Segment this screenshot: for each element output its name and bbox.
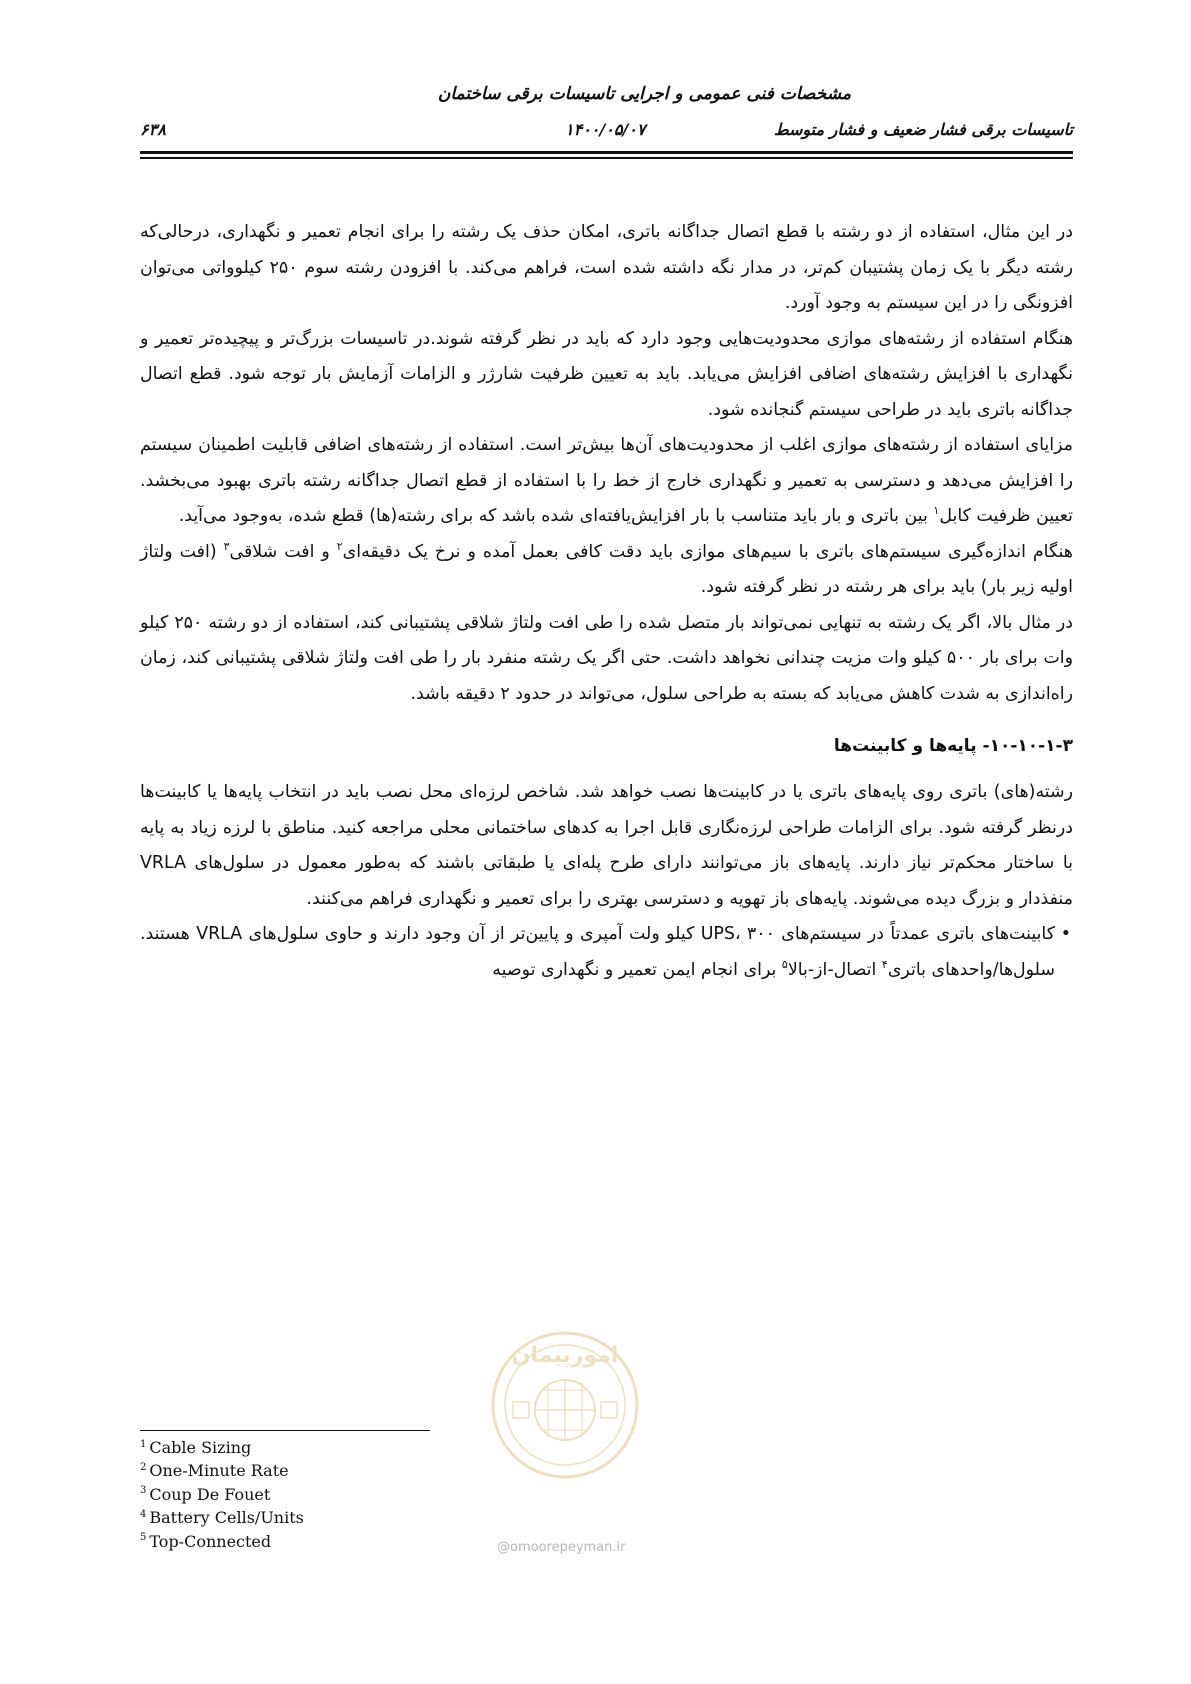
footnote-ref: ۳ xyxy=(223,539,230,553)
body-text xyxy=(140,215,1073,988)
footnote-separator xyxy=(140,1430,430,1431)
watermark-url: @omoorepeyman.ir xyxy=(497,1540,626,1555)
footnote: $^5$ Top-Connected xyxy=(140,1531,272,1551)
footnote: $^1$ Cable Sizing xyxy=(140,1438,252,1457)
paragraph: مزایای استفاده از رشته‌های موازی اغلب از محدودیت‌های آن‌ها بیش‌تر است. استفاده از رشته‌های اضافی قابلیت اطمینان سیستم را افزایش می‌دهد و دسترسی به تعمیر و نگهداری خارج از خط را با استفاده از قطع اتصال جداگانه رشته باتری بهبود می‌بخشد. تعیین ظرفیت کابل$^۱$ بین باتری و بار باید متناسب با بار افزایش‌یافته‌ای شده باشد که برای رشته(ها) قطع شده، به‌وجود می‌آید. xyxy=(140,435,1073,526)
footnotes xyxy=(140,1436,304,1553)
footnote-ref: ۴ xyxy=(881,957,888,971)
page-number: ۶۳۸ xyxy=(140,120,166,139)
paragraph: رشته(های) باتری روی پایه‌های باتری یا در کابینت‌ها نصب خواهد شد. شاخص لرزه‌ای محل نصب باید در انتخاب پایه‌ها یا کابینت‌ها درنظر گرفته شود. برای الزامات طراحی لرزه‌نگاری قابل اجرا به کدهای ساختمانی محلی مراجعه کنید. مناطق با لرزه زیاد به پایه با ساختار محکم‌تر نیاز دارند. پایه‌های باز می‌توانند دارای طرح پله‌ای یا طبقاتی باشند که به‌طور معمول در سلول‌های VRLA منفذدار و بزرگ دیده می‌شوند. پایه‌های باز تهویه و دسترسی بهتری را برای تعمیر و نگهداری فراهم می‌کنند. xyxy=(140,782,1073,909)
seal-icon xyxy=(485,1310,645,1490)
watermark-logo-text: امورپیمان xyxy=(511,1343,619,1368)
section-heading: ۱۰-۱۰-۱-۳- پایه‌ها و کابینت‌ها xyxy=(833,736,1073,756)
document-title: مشخصات فنی عمومی و اجرایی تاسیسات برقی ساختمان xyxy=(437,84,851,104)
footnote-ref: ۵ xyxy=(781,957,788,971)
bullet-list xyxy=(140,917,1073,988)
watermark-logo xyxy=(485,1310,645,1490)
page-header xyxy=(140,120,1073,146)
paragraph: در این مثال، استفاده از دو رشته با قطع اتصال جداگانه باتری، امکان حذف یک رشته را برای انجام تعمیر و نگهداری، درحالی‌که رشته دیگر با یک زمان پشتیبان کم‌تر، در مدار نگه داشته شده است، فراهم می‌کند. با افزودن رشته سوم ۲۵۰ کیلوواتی می‌توان افزونگی را در این سیستم به وجود آورد. xyxy=(140,222,1073,313)
footnote: $^2$ One-Minute Rate xyxy=(140,1461,289,1481)
header-rule-thick xyxy=(140,151,1073,154)
document-subtitle: تاسیسات برقی فشار ضعیف و فشار متوسط xyxy=(773,120,1073,139)
paragraph: هنگام اندازه‌گیری سیستم‌های باتری با سیم‌های موازی باید دقت کافی بعمل آمده و نرخ یک دقیقه‌ای$^۲$ و افت شلاقی$^۳$ (افت ولتاژ اولیه زیر بار) باید برای هر رشته در نظر گرفته شود. xyxy=(140,539,1073,597)
footnote: $^3$ Coup De Fouet xyxy=(140,1484,271,1504)
footnote-ref: ۲ xyxy=(336,539,343,553)
list-item: • کابینت‌های باتری عمدتاً در سیستم‌های UPS، ۳۰۰ کیلو ولت آمپری و پایین‌تر از آن وجود دارند و حاوی سلول‌های VRLA هستند. سلول‌ها/واحدهای باتری$^۴$ اتصال-از-بالا$^۵$ برای انجام ایمن تعمیر و نگهداری توصیه xyxy=(140,917,1055,988)
header-rule-thin xyxy=(140,157,1073,159)
footnote: $^4$ Battery Cells/Units xyxy=(140,1508,304,1528)
paragraph: در مثال بالا، اگر یک رشته به تنهایی نمی‌تواند بار متصل شده را طی افت ولتاژ شلاقی پشتیبانی کند، استفاده از دو رشته ۲۵۰ کیلو وات برای بار ۵۰۰ کیلو وات مزیت چندانی نخواهد داشت. حتی اگر یک رشته منفرد بار را طی افت ولتاژ شلاقی پشتیبانی کند، زمان راه‌اندازی به شدت کاهش می‌یابد که بسته به طراحی سلول، می‌تواند در حدود ۲ دقیقه باشد. xyxy=(140,612,1073,704)
paragraph: هنگام استفاده از رشته‌های موازی محدودیت‌هایی وجود دارد که باید در نظر گرفته شوند.در تاسیسات بزرگ‌تر و پیچیده‌تر تعمیر و نگهداری با افزایش رشته‌های اضافی افزایش می‌یابد. باید به تعیین ظرفیت شارژر و الزامات آزمایش بار توجه شود. قطع اتصال جداگانه باتری باید در طراحی سیستم گنجانده شود. xyxy=(140,328,1073,420)
revision-date: ۱۴۰۰/۰۵/۰۷ xyxy=(565,120,646,139)
footnote-ref: ۱ xyxy=(933,504,940,518)
